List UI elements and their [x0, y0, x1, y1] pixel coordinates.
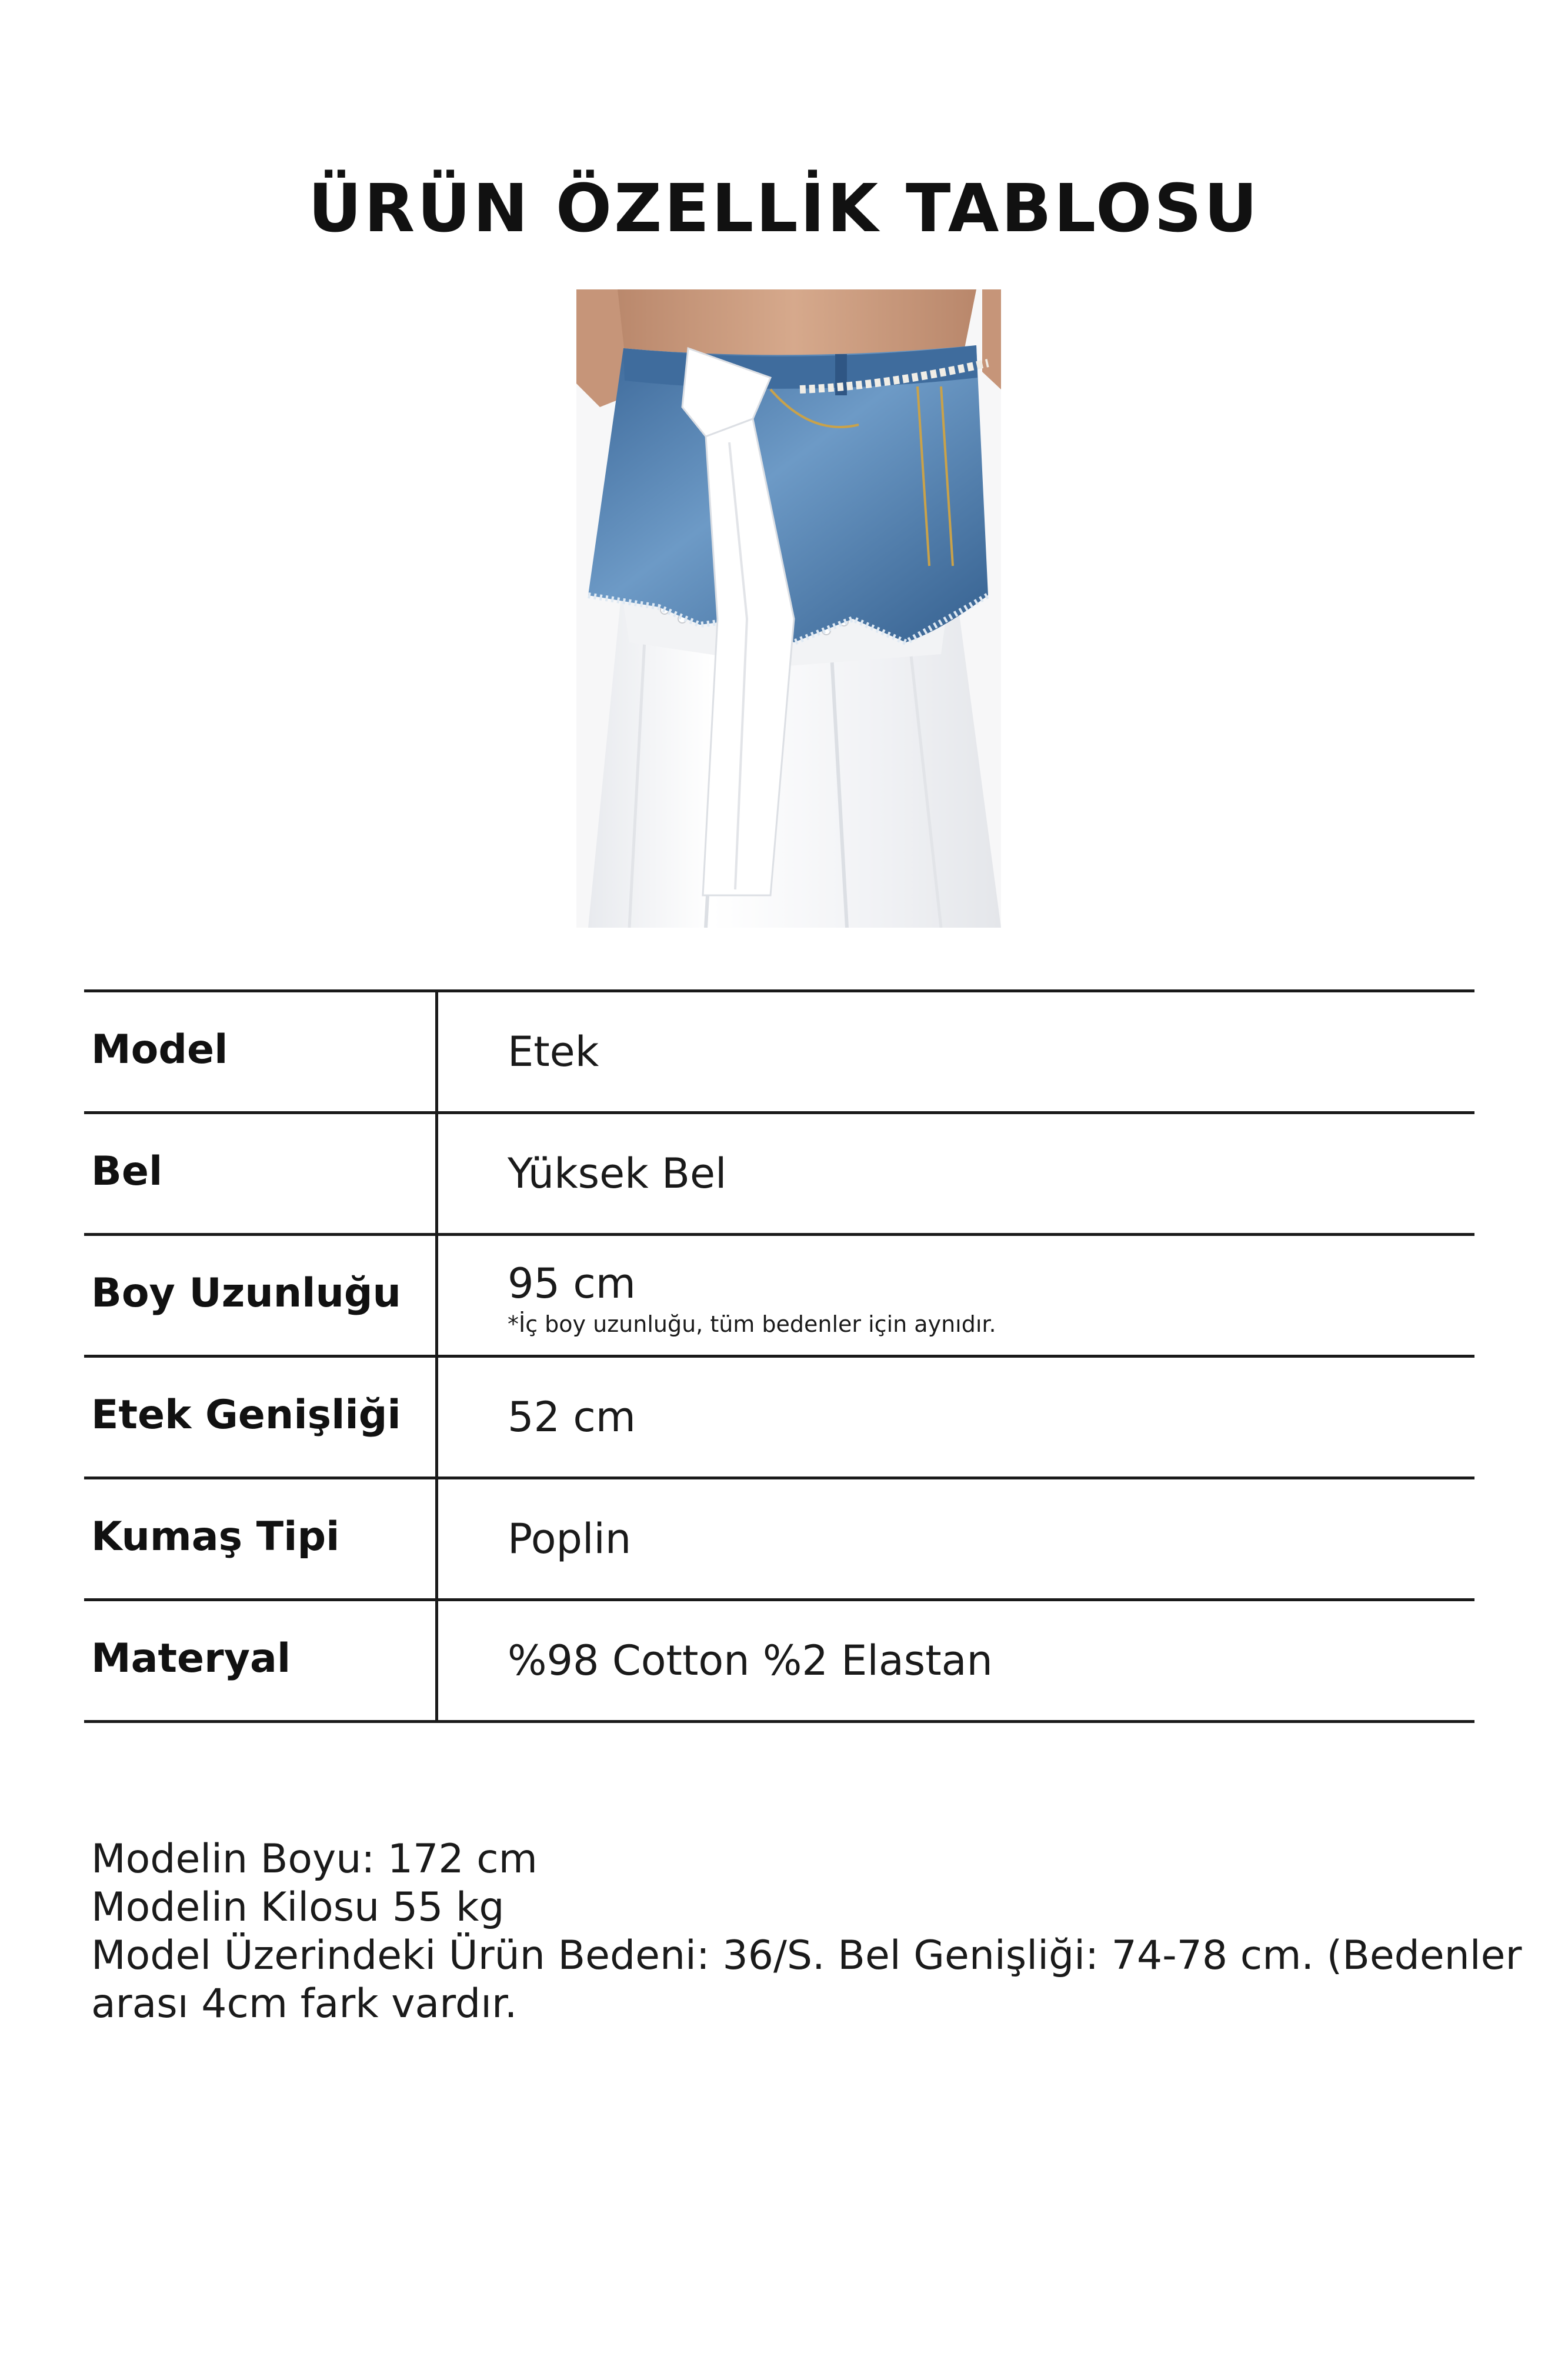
- spec-value-model: Etek: [508, 1028, 599, 1076]
- model-info: [91, 1835, 1522, 2028]
- column-divider: [435, 1236, 438, 1355]
- spec-value-kumas-tipi: Poplin: [508, 1515, 632, 1563]
- spec-value-etek-genisligi: 52 cm: [508, 1393, 636, 1441]
- size-difference-text: arası 4cm fark vardır.: [91, 1981, 518, 2027]
- table-row: [84, 1601, 1474, 1723]
- spec-label-materyal: Materyal: [91, 1635, 291, 1682]
- spec-label-boy-uzunlugu: Boy Uzunluğu: [91, 1270, 401, 1317]
- column-divider: [435, 1114, 438, 1233]
- model-weight-text: Modelin Kilosu 55 kg: [91, 1884, 505, 1931]
- column-divider: [435, 1358, 438, 1477]
- product-photo: [576, 289, 1001, 928]
- column-divider: [435, 992, 438, 1111]
- table-row: [84, 1114, 1474, 1236]
- table-row: [84, 1358, 1474, 1479]
- spec-value-boy-uzunlugu: 95 cm: [508, 1259, 636, 1308]
- spec-note-boy-uzunlugu: *İç boy uzunluğu, tüm bedenler için aynıdır.: [508, 1311, 996, 1337]
- model-size-text: Model Üzerindeki Ürün Bedeni: 36/S. Bel Genişliği: 74-78 cm. (Bedenler: [91, 1932, 1522, 1979]
- spec-label-kumas-tipi: Kumaş Tipi: [91, 1514, 340, 1560]
- spec-value-materyal: %98 Cotton %2 Elastan: [508, 1637, 993, 1685]
- table-row: [84, 992, 1474, 1114]
- column-divider: [435, 1601, 438, 1720]
- model-arm-right: [982, 289, 1001, 389]
- table-row: [84, 1479, 1474, 1601]
- spec-value-bel: Yüksek Bel: [508, 1149, 727, 1198]
- column-divider: [435, 1479, 438, 1598]
- page-title: ÜRÜN ÖZELLİK TABLOSU: [308, 171, 1260, 247]
- spec-label-model: Model: [91, 1026, 228, 1073]
- spec-label-etek-genisligi: Etek Genişliği: [91, 1392, 401, 1438]
- spec-table: [84, 989, 1474, 1723]
- model-height-text: Modelin Boyu: 172 cm: [91, 1836, 538, 1882]
- table-row: [84, 1236, 1474, 1358]
- spec-label-bel: Bel: [91, 1148, 163, 1195]
- model-torso: [612, 289, 976, 356]
